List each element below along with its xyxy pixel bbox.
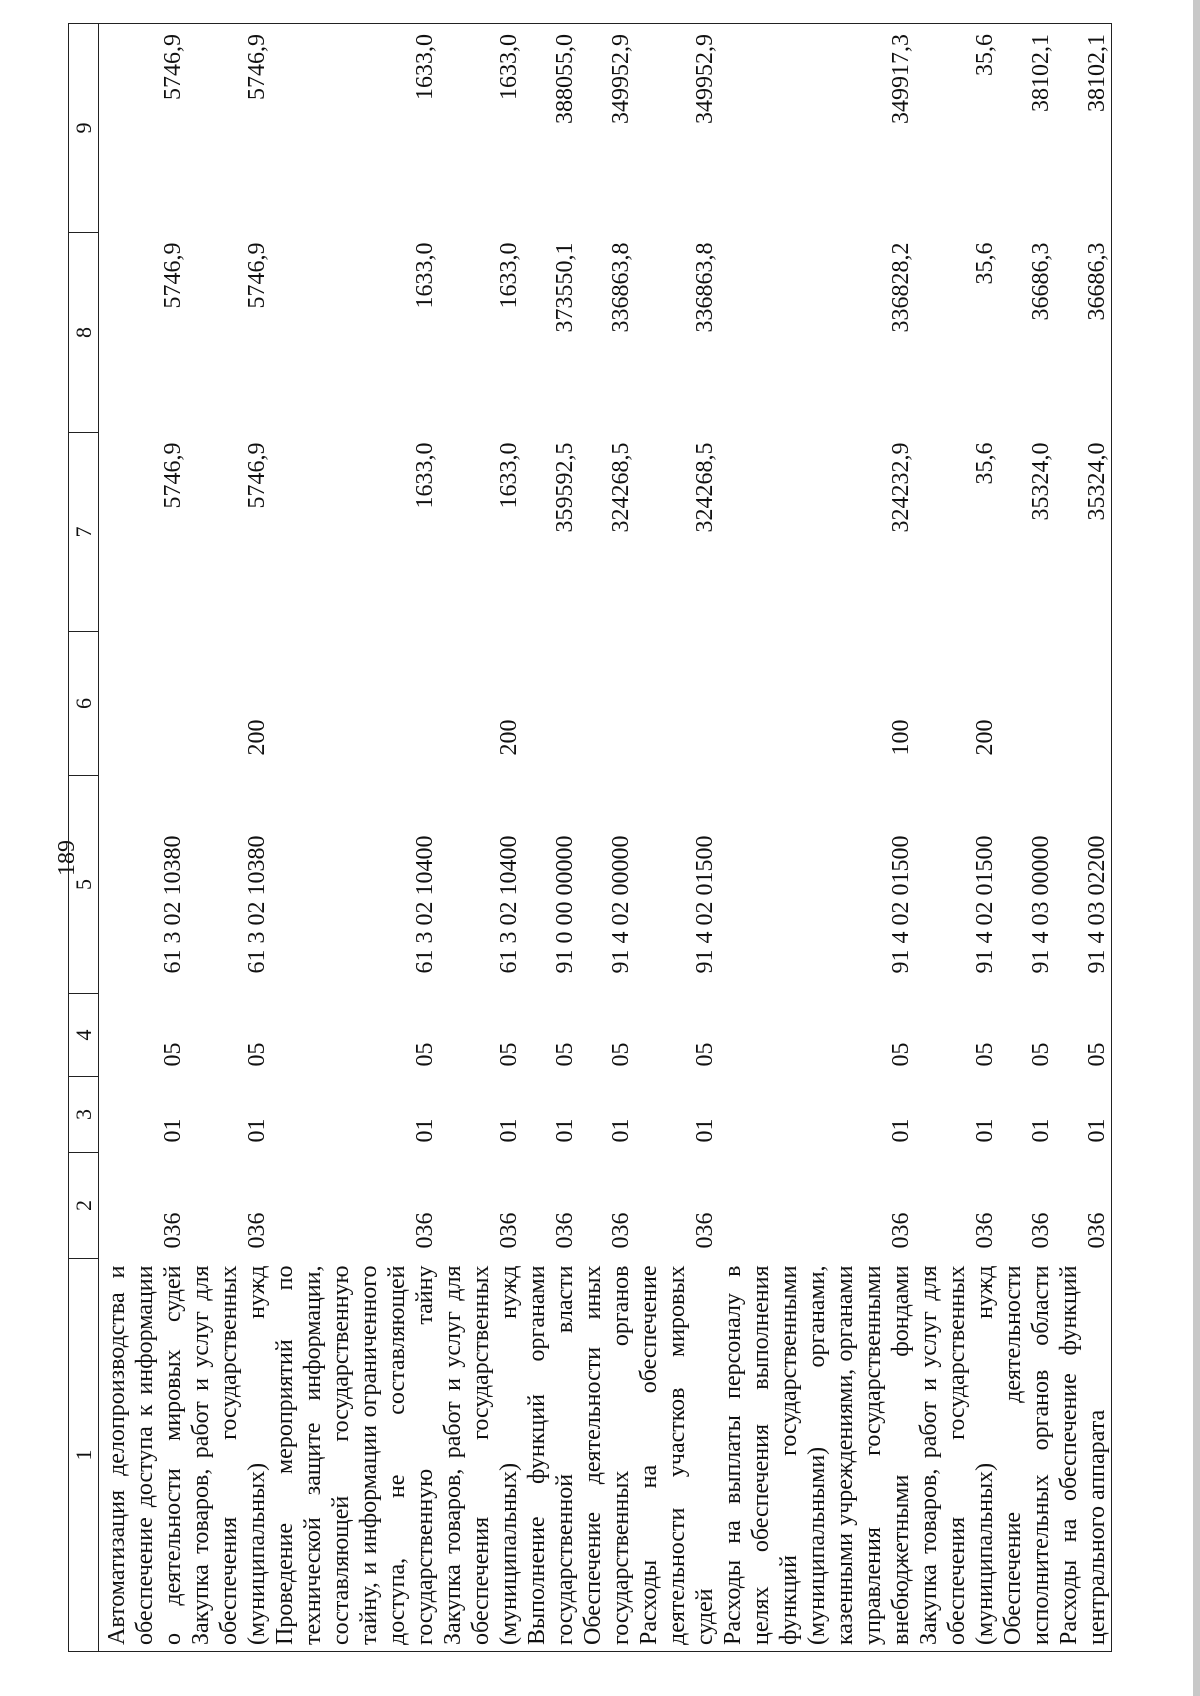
code-ministry: 036 [888,1212,914,1249]
row-description: Закупка товаров, работ и услуг для обеспечения государственных (муниципальных) нужд [440,1265,522,1645]
code-ministry: 036 [608,1212,634,1249]
row-description: Автоматизация делопроизводства и обеспечение доступа к информации о деятельности мировых судей [104,1265,186,1645]
amount-year-2: 373550,1 [552,242,578,333]
table-row [915,24,999,1652]
code-section: 01 [972,1118,998,1143]
amount-year-3: 38102,1 [1084,34,1110,112]
row-description: Закупка товаров, работ и услуг для обеспечения государственных (муниципальных) нужд [916,1265,998,1645]
column-header-4: 4 [69,994,99,1077]
amount-year-1: 359592,5 [552,442,578,533]
column-header-3: 3 [69,1077,99,1153]
amount-year-1: 324268,5 [608,442,634,533]
header-row [69,24,99,1652]
column-header-6: 6 [69,632,99,776]
column-header-5: 5 [69,776,99,994]
amount-year-2: 5746,9 [244,242,270,309]
row-description: Выполнение функций органами государственной власти [524,1265,578,1645]
table-row [271,24,439,1652]
row-description: Проведение мероприятий по технической защите информации, составляющей государственную тайну, и информации ограниченного доступа, не составляющей государственную тайну [272,1265,438,1645]
row-description: Расходы на выплаты персоналу в целях обеспечения выполнения функций государственными (муниципальными) органами, казенными учреждениями, органами управления государственными внебюджетными фондами [720,1265,914,1645]
code-subsection: 05 [160,1042,186,1067]
amount-year-3: 349952,9 [692,34,718,124]
code-expense-type [99,632,188,776]
amount-year-1: 1633,0 [412,442,438,509]
code-expense-type [999,632,1055,776]
amount-year-2: 5746,9 [160,242,186,309]
row-description: Расходы на обеспечение функций центрального аппарата [1056,1265,1110,1645]
code-expense-type: 200 [244,719,270,756]
code-ministry: 036 [412,1212,438,1249]
code-section: 01 [608,1118,634,1143]
table-row [99,24,188,1652]
table-row [579,24,635,1652]
table-row [1055,24,1112,1652]
code-expense-type [271,632,439,776]
code-ministry: 036 [692,1212,718,1249]
table-body [99,24,1112,1652]
table-row [439,24,523,1652]
amount-year-3: 1633,0 [412,34,438,100]
amount-year-2: 336863,8 [692,242,718,333]
row-description: Расходы на обеспечение деятельности участков мировых судей [636,1265,718,1645]
code-target-article: 61 3 02 10400 [412,835,438,974]
code-target-article: 91 4 02 01500 [692,835,718,974]
code-ministry: 036 [1028,1212,1054,1249]
amount-year-3: 349917,3 [888,34,914,124]
code-subsection: 05 [412,1042,438,1067]
code-expense-type [523,632,579,776]
amount-year-3: 388055,0 [552,34,578,124]
amount-year-2: 35,6 [972,242,998,285]
table-row [523,24,579,1652]
row-description: Обеспечение деятельности исполнительных органов области [1000,1265,1054,1645]
code-subsection: 05 [692,1042,718,1067]
amount-year-1: 5746,9 [244,442,270,509]
code-section: 01 [244,1118,270,1143]
code-ministry: 036 [496,1212,522,1249]
amount-year-3: 38102,1 [1028,34,1054,112]
code-target-article: 91 4 02 01500 [888,835,914,974]
code-subsection: 05 [608,1042,634,1067]
budget-table [68,23,1112,1652]
amount-year-3: 5746,9 [160,34,186,100]
code-ministry: 036 [972,1212,998,1249]
code-target-article: 61 3 02 10380 [160,835,186,974]
amount-year-3: 1633,0 [496,34,522,100]
amount-year-2: 1633,0 [496,242,522,309]
amount-year-2: 336863,8 [608,242,634,333]
table-row [187,24,271,1652]
row-description: Закупка товаров, работ и услуг для обеспечения государственных (муниципальных) нужд [188,1265,270,1645]
amount-year-3: 349952,9 [608,34,634,124]
code-target-article: 91 4 02 01500 [972,835,998,974]
table-row [999,24,1055,1652]
amount-year-2: 1633,0 [412,242,438,309]
code-subsection: 05 [552,1042,578,1067]
code-ministry: 036 [160,1212,186,1249]
code-subsection: 05 [244,1042,270,1067]
row-description: Обеспечение деятельности иных государственных органов [580,1265,634,1645]
code-section: 01 [888,1118,914,1143]
column-header-8: 8 [69,233,99,433]
code-target-article: 61 3 02 10380 [244,835,270,974]
amount-year-1: 35,6 [972,442,998,485]
code-section: 01 [496,1118,522,1143]
amount-year-1: 35324,0 [1084,442,1110,521]
column-header-7: 7 [69,433,99,632]
code-target-article: 91 4 03 00000 [1028,835,1054,974]
code-subsection: 05 [972,1042,998,1067]
amount-year-1: 324232,9 [888,442,914,533]
code-expense-type [635,632,719,776]
scan-edge [1193,0,1200,1696]
column-header-2: 2 [69,1153,99,1259]
amount-year-3: 35,6 [972,34,998,76]
code-target-article: 91 4 02 00000 [608,835,634,974]
code-expense-type: 100 [888,719,914,756]
page-number: 189 [54,840,80,876]
column-header-9: 9 [69,24,99,233]
code-subsection: 05 [888,1042,914,1067]
amount-year-1: 1633,0 [496,442,522,509]
code-expense-type [1055,632,1112,776]
amount-year-2: 36686,3 [1084,242,1110,321]
code-expense-type: 200 [972,719,998,756]
code-ministry: 036 [1084,1212,1110,1249]
code-ministry: 036 [244,1212,270,1249]
table-row [635,24,719,1652]
code-section: 01 [1028,1118,1054,1143]
code-expense-type [579,632,635,776]
code-section: 01 [412,1118,438,1143]
column-header-1: 1 [69,1259,99,1652]
code-section: 01 [1084,1118,1110,1143]
code-section: 01 [552,1118,578,1143]
code-subsection: 05 [496,1042,522,1067]
amount-year-1: 5746,9 [160,442,186,509]
code-ministry: 036 [552,1212,578,1249]
code-subsection: 05 [1084,1042,1110,1067]
code-target-article: 91 4 03 02200 [1084,835,1110,974]
amount-year-1: 35324,0 [1028,442,1054,521]
rotated-page-content [50,0,1135,1696]
code-target-article: 61 3 02 10400 [496,835,522,974]
code-section: 01 [692,1118,718,1143]
amount-year-2: 36686,3 [1028,242,1054,321]
code-subsection: 05 [1028,1042,1054,1067]
code-target-article: 91 0 00 00000 [552,835,578,974]
amount-year-1: 324268,5 [692,442,718,533]
amount-year-3: 5746,9 [244,34,270,100]
amount-year-2: 336828,2 [888,242,914,333]
code-expense-type: 200 [496,719,522,756]
table-row [719,24,915,1652]
code-section: 01 [160,1118,186,1143]
